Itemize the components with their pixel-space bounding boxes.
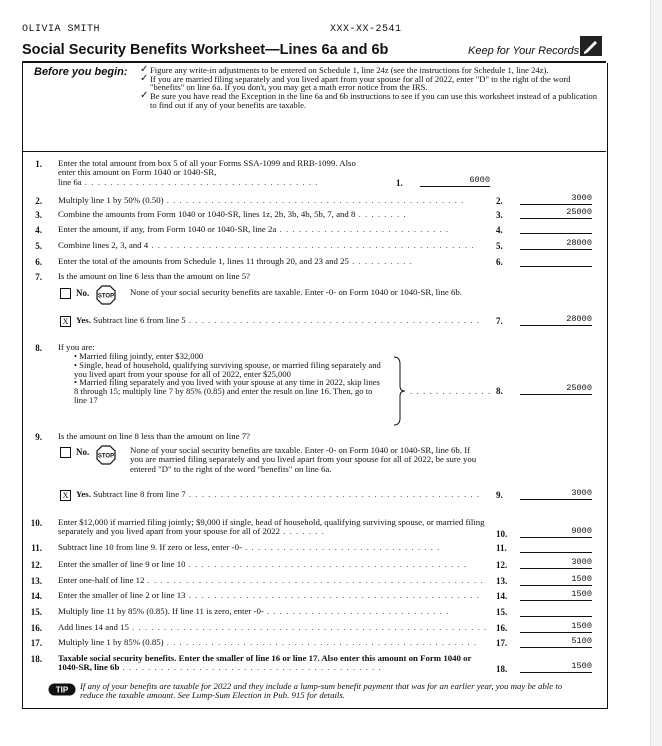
line-number: 4.: [35, 225, 42, 235]
prep-item-text: If you are married filing separately and you lived apart from your spouse for all of 2022, enter "D" to the right of the word "benefits" on line 6a. If you don't, you may get a math error notice from the IRS.: [150, 73, 571, 93]
line-1-desc: Enter the total amount from box 5 of all your Forms SSA-1099 and RRB-1099. Also enter this amount on Form 1040 or 1040-SR,: [58, 158, 356, 178]
line-4-desc: Enter the amount, if any, from Form 1040 or 1040-SR, line 2a: [58, 224, 277, 234]
line-ref: 18.: [496, 664, 508, 674]
stop-sign-icon: [96, 285, 116, 305]
line-number: 17.: [30, 638, 42, 648]
line-ref: 8.: [496, 386, 503, 396]
prep-item-text: Figure any write-in adjustments to be entered on Schedule 1, line 24z (see the instructions for Schedule 1, line 24z).: [150, 65, 549, 75]
line-9-amount[interactable]: 3000: [520, 488, 592, 500]
line-3-text: Combine the amounts from Form 1040 or 1040-SR, lines 1z, 2b, 3b, 4b, 5b, 7, and 8 . . . . . . . .: [58, 209, 407, 219]
line-number: 7.: [35, 272, 42, 282]
line-18-desc: Taxable social security benefits. Enter the smaller of line 16 or line 17. Also enter this amount on Form 1040 or 1040-SR, line 6b: [58, 653, 472, 673]
line-8-option-text: Married filing jointly, enter $32,000: [79, 351, 204, 361]
line-number: 13.: [30, 576, 42, 586]
line-5-text: Combine lines 2, 3, and 4 . . . . . . . . . . . . . . . . . . . . . . . . . . . . . . . . . . . . . . . . . . . . . . . . . . .: [58, 240, 475, 250]
line-number: 6.: [35, 257, 42, 267]
line-15-text: Multiply line 11 by 85% (0.85). If line 11 is zero, enter -0- . . . . . . . . . . . . . . . . . . . . . . . . . . . . .: [58, 606, 450, 616]
line-13-amount[interactable]: 1500: [520, 574, 592, 586]
line-12-amount[interactable]: 3000: [520, 557, 592, 569]
pencil-icon: [580, 36, 602, 56]
stop-sign-icon: [96, 445, 116, 465]
line-number: 16.: [30, 623, 42, 633]
line-12-desc: Enter the smaller of line 9 or line 10: [58, 559, 186, 569]
line-5-desc: Combine lines 2, 3, and 4: [58, 240, 149, 250]
line-ref: 16.: [496, 623, 508, 633]
line-7-no-checkbox[interactable]: [60, 288, 71, 299]
line-17-desc: Multiply line 1 by 85% (0.85): [58, 637, 164, 647]
line-ref: 14.: [496, 591, 508, 601]
line-ref: 11.: [496, 543, 507, 553]
stop-sign-text: STOP: [97, 453, 115, 460]
line-17-text: Multiply line 1 by 85% (0.85) . . . . . . . . . . . . . . . . . . . . . . . . . . . . . . . . . . . . . . . . . . . . . . . . .: [58, 637, 478, 647]
before-you-begin-list: [140, 66, 602, 110]
line-1-desc-end: line 6a: [58, 176, 82, 187]
line-4-amount[interactable]: [520, 222, 592, 234]
line-10-desc: Enter $12,000 if married filing jointly; $9,000 if single, head of household, qualifying surviving spouse, or married filing separately and you lived apart from your spouse for all of 2022: [58, 517, 485, 537]
line-8-option: • Single, head of household, qualifying surviving spouse, or married filing separately and you lived apart from your spouse for all of 2022, enter $25,000: [74, 359, 381, 379]
line-11-text: Subtract line 10 from line 9. If zero or less, enter -0- . . . . . . . . . . . . . . . . . . . . . . . . . . . . . . .: [58, 542, 441, 552]
line-9-no-checkbox[interactable]: [60, 447, 71, 458]
line-8-dots: . . . . . . . . . . . . .: [410, 386, 492, 396]
line-ref: 9.: [496, 490, 503, 500]
line-8-option: • Married filing separately and you lived with your spouse at any time in 2022, skip lines 8 through 15; multiply line 7 by 85% (0.85) and enter the result on line 16. Then, go to line 17: [74, 377, 380, 405]
line-number: 15.: [30, 607, 42, 617]
checkmark-icon: ✓: [140, 64, 149, 75]
line-6-text: Enter the total of the amounts from Schedule 1, lines 11 through 20, and 23 and 25 . . . . . . . . . .: [58, 256, 413, 266]
worksheet-title: Social Security Benefits Worksheet—Lines 6a and 6b: [22, 42, 389, 58]
prep-item-text: Be sure you have read the Exception in the line 6a and 6b instructions to see if you can use this worksheet instead of a publication to find out if any of your benefits are taxable.: [150, 91, 597, 110]
line-4-text: Enter the amount, if any, from Form 1040 or 1040-SR, line 2a . . . . . . . . . . . . . . . . . . . . . . . . . . .: [58, 224, 450, 234]
line-number: 9.: [35, 432, 42, 442]
line-12-text: Enter the smaller of line 9 or line 10 . . . . . . . . . . . . . . . . . . . . . . . . . . . . . . . . . . . . . . . . . . . .: [58, 559, 468, 569]
line-6-amount[interactable]: [520, 255, 592, 267]
checkmark-icon: ✓: [140, 90, 149, 102]
line-13-text: Enter one-half of line 12 . . . . . . . . . . . . . . . . . . . . . . . . . . . . . . . . . . . . . . . . . . . . . . . . . . . . .: [58, 575, 484, 585]
line-16-desc: Add lines 14 and 15: [58, 622, 129, 632]
keep-records-note: Keep for Your Records: [468, 45, 580, 57]
taxpayer-name: OLIVIA SMITH: [22, 24, 101, 35]
line-number: 2.: [35, 196, 42, 206]
line-1-text: Enter the total amount from box 5 of all your Forms SSA-1099 and RRB-1099. Also enter this amount on Form 1040 or 1040-SR, line 6a . . . . . . . . . . . . . . . . . . . . . . . . . . . . . . . . . . . . .: [58, 158, 356, 187]
no-label: No.: [76, 288, 90, 298]
line-9-yes-text: Yes. Subtract line 8 from line 7 . . . . . . . . . . . . . . . . . . . . . . . . . . . . . . . . . . . . . . . . . . . . . .: [76, 489, 481, 499]
line-14-desc: Enter the smaller of line 2 or line 13: [58, 590, 186, 600]
line-ref: 6.: [496, 257, 503, 267]
line-8-option-text: Married filing separately and you lived with your spouse at any time in 2022, skip lines 8 through 15; multiply line 7 by 85% (0.85) and enter the result on line 16. Then, go to line 17: [74, 377, 380, 405]
line-15-amount[interactable]: [520, 605, 592, 617]
line-14-amount[interactable]: 1500: [520, 589, 592, 601]
line-17-amount[interactable]: 5100: [520, 636, 592, 648]
line-ref: 4.: [496, 225, 503, 235]
line-number: 18.: [30, 654, 42, 664]
tip-text: If any of your benefits are taxable for 2022 and they include a lump-sum benefit payment that was for an earlier year, you may be able to reduce the taxable amount. See Lump-Sum Election in Pub. 915 for details.: [80, 681, 563, 701]
stop-sign-text: STOP: [97, 293, 115, 300]
line-3-amount[interactable]: 25000: [520, 207, 592, 219]
line-3-desc: Combine the amounts from Form 1040 or 1040-SR, lines 1z, 2b, 3b, 4b, 5b, 7, and 8: [58, 209, 356, 219]
line-18-amount[interactable]: 1500: [520, 661, 592, 673]
line-7-yes-text: Yes. Subtract line 6 from line 5 . . . . . . . . . . . . . . . . . . . . . . . . . . . . . . . . . . . . . . . . . . . . . .: [76, 315, 481, 325]
line-9-yes-checkbox[interactable]: X: [60, 490, 71, 501]
line-number: 5.: [35, 241, 42, 251]
line-8-intro: If you are:: [58, 342, 95, 352]
taxpayer-ssn: XXX-XX-2541: [330, 24, 402, 35]
line-ref: 7.: [496, 316, 503, 326]
line-14-text: Enter the smaller of line 2 or line 13 . . . . . . . . . . . . . . . . . . . . . . . . . . . . . . . . . . . . . . . . . . . . . .: [58, 590, 480, 600]
line-8-option-text: Single, head of household, qualifying surviving spouse, or married filing separately and you lived apart from your spouse for all of 2022, enter $25,000: [74, 359, 381, 379]
line-ref: 3.: [496, 210, 503, 220]
line-9-no-text: None of your social security benefits are taxable. Enter -0- on Form 1040 or 1040-SR, line 6b. If you are married filing separately and you lived apart from your spouse for all of 2022, be sure you entered "D" to the right of the word "benefits" on line 6a.: [130, 445, 477, 474]
line-2-text: Multiply line 1 by 50% (0.50) . . . . . . . . . . . . . . . . . . . . . . . . . . . . . . . . . . . . . . . . . . . . . . .: [58, 195, 465, 205]
line-8-amount[interactable]: 25000: [520, 383, 592, 395]
line-number: 12.: [30, 560, 42, 570]
line-7-yes-checkbox[interactable]: X: [60, 316, 71, 327]
line-10-amount[interactable]: 9000: [520, 526, 592, 538]
line-ref: 15.: [496, 607, 508, 617]
line-ref: 13.: [496, 576, 508, 586]
line-number: 8.: [35, 343, 42, 353]
tip-icon: [48, 683, 76, 696]
line-2-desc: Multiply line 1 by 50% (0.50): [58, 195, 164, 205]
before-you-begin-label: Before you begin:: [34, 66, 128, 78]
line-ref: 17.: [496, 638, 508, 648]
line-10-text: Enter $12,000 if married filing jointly; $9,000 if single, head of household, qualifying surviving spouse, or married filing separately and you lived apart from your spouse for all of 2022 . . . . . . .: [58, 517, 485, 537]
line-11-desc: Subtract line 10 from line 9. If zero or less, enter -0-: [58, 542, 242, 552]
line-number: 3.: [35, 210, 42, 220]
line-1-amount[interactable]: 6000: [420, 175, 490, 187]
line-8-option: • Married filing jointly, enter $32,000: [74, 351, 204, 361]
line-8-options: [74, 352, 384, 405]
tip-label: TIP: [55, 685, 69, 695]
line-ref: 2.: [496, 196, 503, 206]
line-16-text: Add lines 14 and 15 . . . . . . . . . . . . . . . . . . . . . . . . . . . . . . . . . . . . . . . . . . . . . . . . . . . . . . . .: [58, 622, 488, 632]
line-13-desc: Enter one-half of line 12: [58, 575, 145, 585]
line-11-amount[interactable]: [520, 541, 592, 553]
prep-item: [140, 72, 602, 93]
line-ref: 1.: [396, 178, 403, 188]
line-9-yes-desc: Subtract line 8 from line 7: [93, 489, 186, 499]
line-number: 11.: [31, 543, 42, 553]
line-7-question: Is the amount on line 6 less than the amount on line 5?: [58, 271, 251, 281]
line-9-question: Is the amount on line 8 less than the amount on line 7?: [58, 431, 251, 441]
line-number: 14.: [30, 591, 42, 601]
line-5-amount[interactable]: 28000: [520, 238, 592, 250]
brace-icon: [392, 356, 406, 426]
line-ref: 10.: [496, 529, 508, 539]
prep-item: [140, 92, 602, 109]
checkmark-icon: ✓: [140, 72, 149, 84]
line-18-text: Taxable social security benefits. Enter the smaller of line 16 or line 17. Also enter this amount on Form 1040 or 1040-SR, line 6b . . . . . . . . . . . . . . . . . . . . . . . . . . . . . . . . . . . . . . . . .: [58, 653, 472, 673]
line-number: 1.: [35, 159, 42, 169]
line-16-amount[interactable]: 1500: [520, 621, 592, 633]
line-7-amount[interactable]: 28000: [520, 314, 592, 326]
line-ref: 12.: [496, 560, 508, 570]
line-ref: 5.: [496, 241, 503, 251]
line-2-amount[interactable]: 3000: [520, 193, 592, 205]
yes-label: Yes.: [76, 315, 91, 325]
line-6-desc: Enter the total of the amounts from Schedule 1, lines 11 through 20, and 23 and 25: [58, 256, 349, 266]
page-scrollbar[interactable]: [650, 0, 662, 746]
yes-label: Yes.: [76, 489, 91, 499]
line-number: 10.: [30, 518, 42, 528]
line-7-no-text: None of your social security benefits are taxable. Enter -0- on Form 1040 or 1040-SR, line 6b.: [130, 287, 463, 297]
line-7-yes-desc: Subtract line 6 from line 5: [93, 315, 186, 325]
no-label: No.: [76, 447, 90, 457]
line-15-desc: Multiply line 11 by 85% (0.85). If line 11 is zero, enter -0-: [58, 606, 264, 616]
